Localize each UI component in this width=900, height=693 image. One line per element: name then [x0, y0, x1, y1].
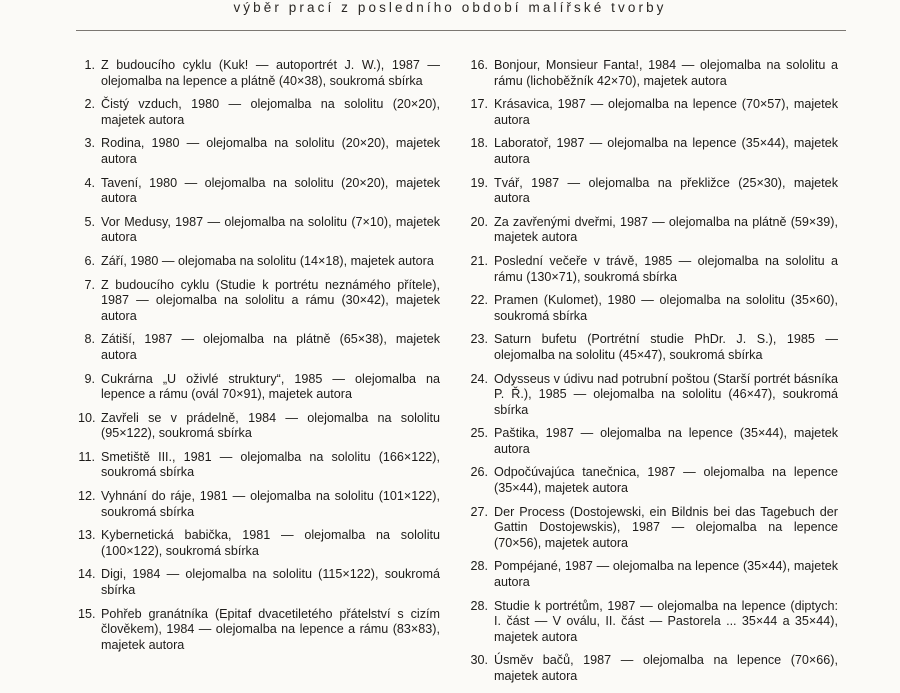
catalogue-entry-text: Cukrárna „U oživlé struktury“, 1985 — olejomalba na lepence a rámu (ovál 70×91), majetek autora — [101, 371, 440, 402]
catalogue-entry-number: 24. — [470, 371, 488, 386]
catalogue-entry-number: 23. — [470, 332, 488, 347]
catalogue-entry — [466, 176, 838, 207]
catalogue-entry-number: 14. — [78, 567, 96, 582]
catalogue-entry-text: Odpočúvajúca tanečnica, 1987 — olejomalba na lepence (35×44), majetek autora — [494, 465, 838, 496]
catalogue-entry-text: Digi, 1984 — olejomalba na sololitu (115×122), soukromá sbírka — [101, 567, 440, 598]
catalogue-column-left — [78, 58, 440, 661]
catalogue-entry — [466, 465, 838, 496]
catalogue-entry-number: 1. — [84, 58, 95, 72]
catalogue-entry-text: Krásavica, 1987 — olejomalba na lepence (70×57), majetek autora — [494, 97, 838, 127]
catalogue-entry-number: 20. — [470, 214, 488, 229]
catalogue-entry-number: 22. — [470, 293, 488, 308]
catalogue-entry-text: Smetiště III., 1981 — olejomalba na sololitu (166×122), soukromá sbírka — [101, 449, 440, 480]
page-subtitle: výběr prací z posledního období malířské tvorby — [233, 0, 667, 15]
catalogue-entry — [78, 278, 440, 325]
catalogue-entry-text: Zátiší, 1987 — olejomalba na plátně (65×38), majetek autora — [101, 332, 440, 362]
catalogue-entry-number: 8. — [84, 332, 95, 347]
catalogue-entry-number: 28. — [470, 598, 488, 613]
catalogue-entry-text: Vor Medusy, 1987 — olejomalba na sololitu (7×10), majetek autora — [101, 214, 440, 245]
catalogue-entry-text: Září, 1980 — olejomaba na sololitu (14×18), majetek autora — [101, 253, 434, 268]
catalogue-entry-number: 7. — [84, 277, 95, 292]
catalogue-entry-number: 6. — [84, 253, 95, 268]
catalogue-entry — [78, 176, 440, 207]
catalogue-entry-text: Pohřeb granátníka (Epitaf dvacetiletého přátelství s cizím člověkem), 1984 — olejomalba na lepence a rámu (83×83), majetek autora — [101, 606, 440, 652]
catalogue-entry-text: Tvář, 1987 — olejomalba na překližce (25×30), majetek autora — [494, 175, 838, 206]
catalogue-entry-text: Laboratoř, 1987 — olejomalba na lepence (35×44), majetek autora — [494, 136, 838, 166]
catalogue-entry — [78, 450, 440, 481]
catalogue-entry-text: Čistý vzduch, 1980 — olejomalba na sololitu (20×20), majetek autora — [101, 97, 440, 127]
catalogue-entry-number: 5. — [84, 214, 95, 229]
catalogue-entry-number: 11. — [78, 449, 95, 464]
catalogue-entry-text: Rodina, 1980 — olejomalba na sololitu (20×20), majetek autora — [101, 136, 440, 166]
catalogue-entry-text: Studie k portrétům, 1987 — olejomalba na lepence (diptych: I. část — V oválu, II. část — Pastorela ... 35×44 a 35×44), majetek autora — [494, 598, 838, 644]
catalogue-entry-text: Vyhnání do ráje, 1981 — olejomalba na sololitu (101×122), soukromá sbírka — [101, 489, 440, 519]
catalogue-entry — [78, 567, 440, 598]
catalogue-entry-number: 3. — [84, 136, 95, 151]
catalogue-entry — [466, 254, 838, 285]
catalogue-entry-number: 9. — [84, 371, 95, 386]
catalogue-entry-number: 26. — [470, 465, 488, 480]
catalogue-entry — [466, 97, 838, 128]
catalogue-entry-text: Pompéjané, 1987 — olejomalba na lepence (35×44), majetek autora — [494, 559, 838, 590]
catalogue-entry-number: 4. — [84, 175, 95, 190]
catalogue-entry-text: Tavení, 1980 — olejomalba na sololitu (20×20), majetek autora — [101, 175, 440, 206]
catalogue-entry-text: Der Process (Dostojewski, ein Bildnis bei das Tagebuch der Gattin Dostojewskis), 1987 — olejomalba na lepence (70×56), majetek autora — [494, 504, 838, 550]
catalogue-entry — [78, 411, 440, 442]
catalogue-entry — [466, 215, 838, 246]
catalogue-entry — [466, 58, 838, 89]
catalogue-entry-text: Bonjour, Monsieur Fanta!, 1984 — olejomalba na sololitu a rámu (lichoběžník 42×70), majetek autora — [494, 58, 838, 88]
catalogue-entry — [78, 254, 440, 270]
catalogue-entry-number: 21. — [470, 253, 488, 268]
catalogue-entry-number: 30. — [470, 653, 488, 668]
catalogue-entry — [78, 58, 440, 89]
catalogue-entry-text: Odysseus v údivu nad potrubní poštou (Starší portrét básníka P. Ř.), 1985 — olejomalba na sololitu (46×47), soukromá sbírka — [494, 371, 838, 417]
catalogue-entry — [78, 607, 440, 654]
catalogue-entry-text: Z budoucího cyklu (Studie k portrétu neznámého přítele), 1987 — olejomalba na sololitu a rámu (30×42), majetek autora — [101, 277, 440, 323]
catalogue-entry — [466, 372, 838, 419]
catalogue-entry-number: 16. — [470, 58, 488, 72]
catalogue-entry-text: Z budoucího cyklu (Kuk! — autoportrét J. W.), 1987 — olejomalba na lepence a plátně (40×38), soukromá sbírka — [101, 58, 440, 88]
catalogue-entry-text: Kybernetická babička, 1981 — olejomalba na sololitu (100×122), soukromá sbírka — [101, 528, 440, 558]
catalogue-column-right — [466, 58, 838, 693]
catalogue-entry — [466, 332, 838, 363]
catalogue-entry-text: Paštika, 1987 — olejomalba na lepence (35×44), majetek autora — [494, 426, 838, 456]
catalogue-body — [0, 58, 900, 683]
catalogue-entry-text: Úsměv bačů, 1987 — olejomalba na lepence (70×66), majetek autora — [494, 653, 838, 683]
catalogue-entry — [466, 599, 838, 646]
catalogue-entry-number: 10. — [78, 410, 96, 425]
catalogue-entry-number: 15. — [78, 606, 96, 621]
catalogue-entry-number: 19. — [470, 175, 488, 190]
catalogue-entry — [78, 97, 440, 128]
catalogue-entry-text: Saturn bufetu (Portrétní studie PhDr. J. S.), 1985 — olejomalba na sololitu (45×47), soukromá sbírka — [494, 332, 838, 362]
catalogue-entry — [466, 426, 838, 457]
catalogue-entry-number: 12. — [78, 489, 96, 504]
catalogue-entry — [466, 559, 838, 590]
catalogue-entry-text: Pramen (Kulomet), 1980 — olejomalba na sololitu (35×60), soukromá sbírka — [494, 293, 838, 323]
catalogue-entry — [78, 215, 440, 246]
catalogue-entry — [466, 293, 838, 324]
catalogue-entry-text: Za zavřenými dveřmi, 1987 — olejomalba na plátně (59×39), majetek autora — [494, 214, 838, 245]
catalogue-entry-text: Poslední večeře v trávě, 1985 — olejomalba na sololitu a rámu (130×71), soukromá sbírka — [494, 253, 838, 284]
catalogue-entry — [466, 505, 838, 552]
header-divider-rule — [76, 30, 846, 31]
catalogue-entry — [466, 136, 838, 167]
catalogue-entry — [78, 528, 440, 559]
catalogue-entry-number: 18. — [470, 136, 488, 151]
catalogue-entry — [78, 372, 440, 403]
catalogue-entry-number: 25. — [470, 426, 488, 441]
catalogue-entry — [78, 489, 440, 520]
catalogue-entry — [78, 332, 440, 363]
catalogue-entry — [78, 136, 440, 167]
catalogue-entry-number: 28. — [470, 559, 488, 574]
catalogue-entry-number: 27. — [470, 504, 488, 519]
catalogue-entry-number: 13. — [78, 528, 96, 543]
catalogue-entry-number: 2. — [84, 97, 95, 112]
catalogue-entry — [466, 653, 838, 684]
catalogue-entry-text: Zavřeli se v prádelně, 1984 — olejomalba na sololitu (95×122), soukromá sbírka — [101, 410, 440, 441]
catalogue-entry-number: 17. — [470, 97, 488, 112]
